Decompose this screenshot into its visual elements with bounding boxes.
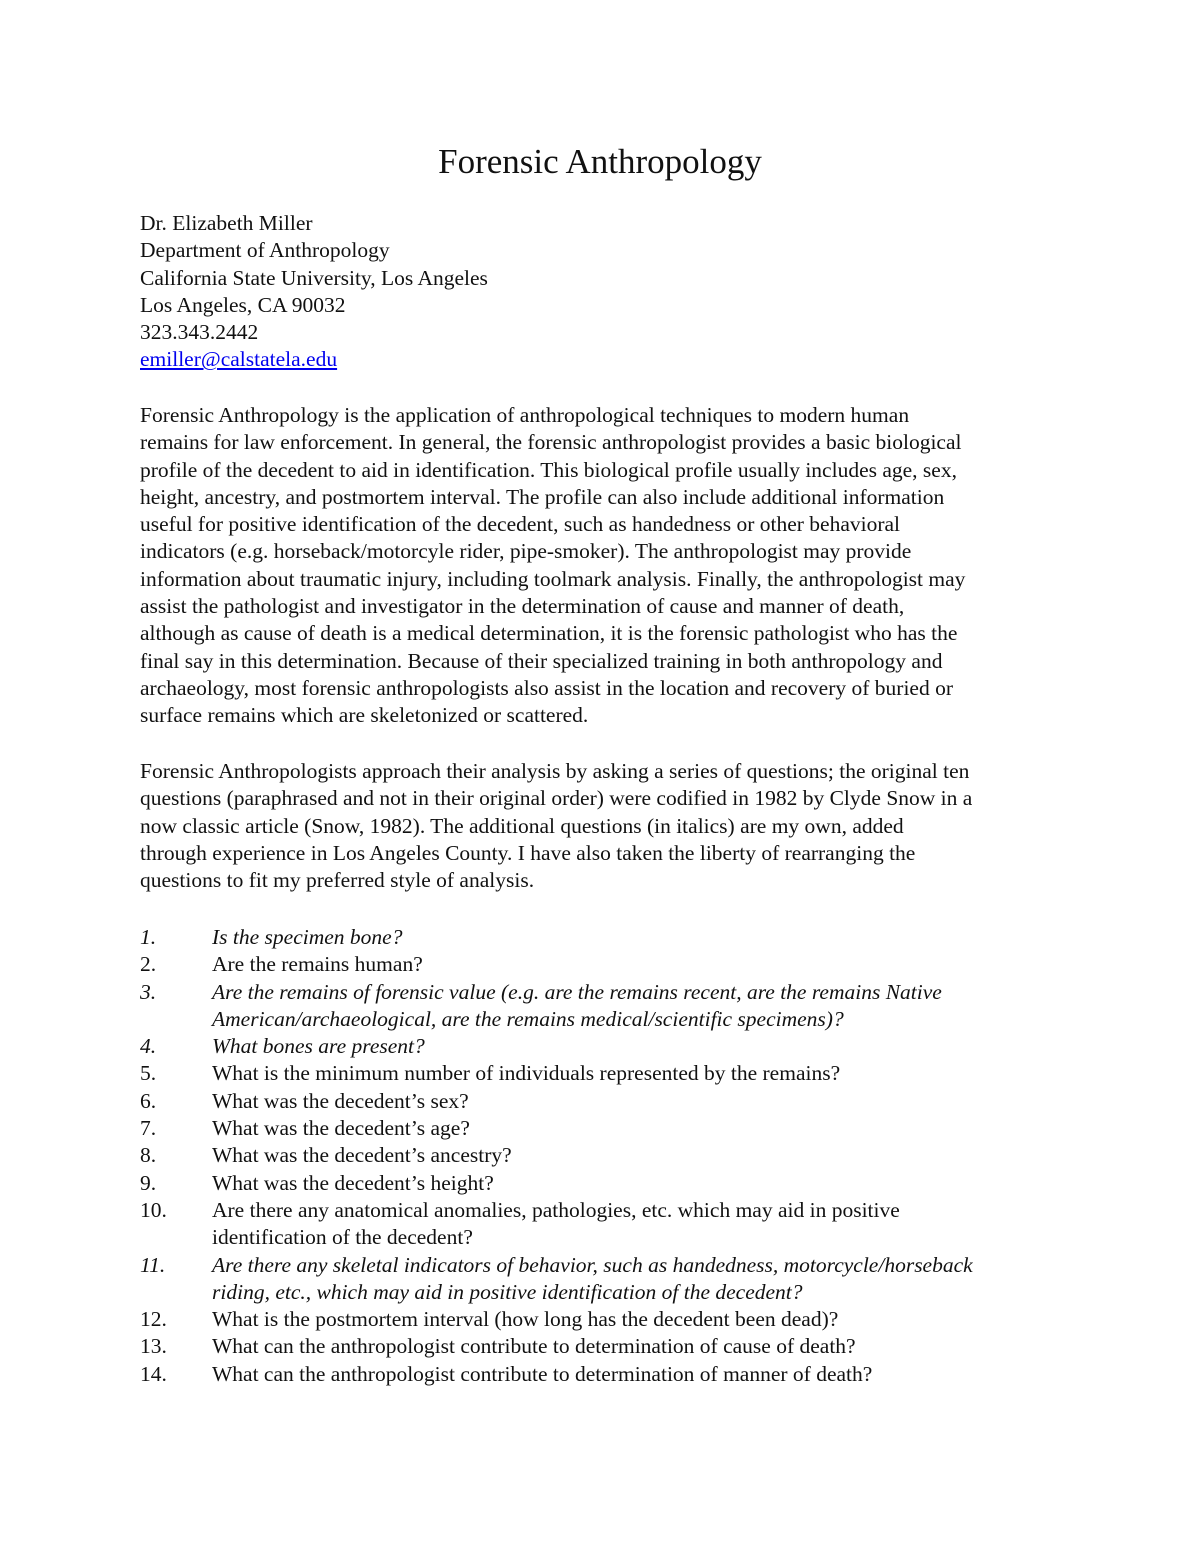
contact-block	[140, 210, 1070, 374]
question-text	[212, 924, 1100, 951]
question-text-line: What can the anthropologist contribute to determination of manner of death?	[212, 1361, 873, 1386]
paragraph2-line: questions (paraphrased and not in their original order) were codified in 1982 by Clyde Snow in a	[140, 786, 973, 811]
question-text	[212, 1142, 1100, 1169]
questions-intro-paragraph	[140, 758, 1070, 894]
paragraph1-line: archaeology, most forensic anthropologists also assist in the location and recovery of buried or	[140, 675, 954, 700]
paragraph1-line: Forensic Anthropology is the application of anthropological techniques to modern human	[140, 403, 910, 427]
author-phone: 323.343.2442	[140, 320, 259, 345]
question-item	[140, 1170, 1100, 1197]
question-item	[140, 1142, 1100, 1169]
question-number: 9.	[140, 1170, 157, 1195]
question-number: 12.	[140, 1307, 167, 1332]
paragraph1-line: height, ancestry, and postmortem interval. The profile can also include additional information	[140, 484, 945, 509]
question-text-line: What was the decedent’s age?	[212, 1116, 470, 1141]
author-university: California State University, Los Angeles	[140, 265, 488, 290]
question-item	[140, 1033, 1100, 1060]
question-number: 11.	[140, 1252, 166, 1277]
question-text-line: What was the decedent’s sex?	[212, 1088, 469, 1113]
document-title: Forensic Anthropology	[438, 142, 762, 181]
question-number: 5.	[140, 1061, 157, 1086]
question-text	[212, 1197, 1100, 1252]
question-text	[212, 1170, 1100, 1197]
paragraph1-line: information about traumatic injury, including toolmark analysis. Finally, the anthropologist may	[140, 566, 966, 591]
question-number: 6.	[140, 1088, 157, 1113]
author-email-link[interactable]: emiller@calstatela.edu	[140, 347, 338, 372]
paragraph1-line: indicators (e.g. horseback/motorcyle rider, pipe-smoker). The anthropologist may provide	[140, 539, 912, 564]
question-text	[212, 1361, 1100, 1388]
question-item	[140, 979, 1100, 1034]
question-text-line: Are there any anatomical anomalies, pathologies, etc. which may aid in positive	[212, 1197, 900, 1222]
question-number: 3.	[140, 979, 157, 1004]
question-number: 1.	[140, 925, 157, 949]
paragraph2-line: now classic article (Snow, 1982). The additional questions (in italics) are my own, added	[140, 813, 904, 838]
question-item	[140, 1306, 1100, 1333]
question-text	[212, 1088, 1100, 1115]
question-item	[140, 1197, 1100, 1252]
question-number: 7.	[140, 1116, 157, 1141]
paragraph1-line: profile of the decedent to aid in identification. This biological profile usually includes age, sex,	[140, 457, 957, 482]
question-text-line: What is the minimum number of individuals represented by the remains?	[212, 1061, 841, 1086]
question-text-line: What was the decedent’s ancestry?	[212, 1143, 512, 1168]
question-item	[140, 1060, 1100, 1087]
question-number: 4.	[140, 1034, 157, 1059]
question-item	[140, 1088, 1100, 1115]
question-text-line: Are the remains of forensic value (e.g. are the remains recent, are the remains Native	[212, 979, 942, 1004]
author-department: Department of Anthropology	[140, 238, 390, 263]
author-city: Los Angeles, CA 90032	[140, 292, 346, 317]
question-text-line: riding, etc., which may aid in positive identification of the decedent?	[212, 1279, 803, 1304]
question-number: 2.	[140, 952, 157, 977]
paragraph1-line: useful for positive identification of the decedent, such as handedness or other behavioral	[140, 512, 901, 537]
question-item	[140, 1252, 1100, 1307]
question-number: 10.	[140, 1197, 167, 1222]
question-text-line: Are the remains human?	[212, 952, 423, 977]
question-item	[140, 1115, 1100, 1142]
author-name: Dr. Elizabeth Miller	[140, 211, 313, 235]
question-number: 13.	[140, 1334, 167, 1359]
question-text	[212, 1033, 1100, 1060]
question-text	[212, 1252, 1100, 1307]
paragraph1-line: remains for law enforcement. In general, the forensic anthropologist provides a basic biological	[140, 430, 962, 455]
question-text-line: Are there any skeletal indicators of behavior, such as handedness, motorcycle/horseback	[212, 1252, 973, 1277]
paragraph1-line: surface remains which are skeletonized or scattered.	[140, 703, 589, 728]
question-text-line: What is the postmortem interval (how long has the decedent been dead)?	[212, 1307, 839, 1332]
question-text-line: What bones are present?	[212, 1034, 425, 1059]
question-text-line: identification of the decedent?	[212, 1225, 473, 1250]
question-text-line: What can the anthropologist contribute to determination of cause of death?	[212, 1334, 856, 1359]
question-text	[212, 979, 1100, 1034]
question-text	[212, 1115, 1100, 1142]
paragraph2-line: questions to fit my preferred style of analysis.	[140, 868, 535, 893]
question-text-line: Is the specimen bone?	[212, 925, 403, 949]
paragraph2-line: through experience in Los Angeles County. I have also taken the liberty of rearranging the	[140, 840, 916, 865]
paragraph1-line: final say in this determination. Because of their specialized training in both anthropology and	[140, 648, 943, 673]
paragraph1-line: although as cause of death is a medical determination, it is the forensic pathologist who has the	[140, 621, 958, 646]
question-item	[140, 951, 1100, 978]
question-item	[140, 1361, 1100, 1388]
question-item	[140, 924, 1100, 951]
question-list	[140, 924, 1100, 1388]
question-text-line: What was the decedent’s height?	[212, 1170, 494, 1195]
question-text	[212, 951, 1100, 978]
question-text	[212, 1060, 1100, 1087]
paragraph1-line: assist the pathologist and investigator in the determination of cause and manner of death,	[140, 594, 905, 619]
intro-paragraph	[140, 402, 1070, 730]
paragraph2-line: Forensic Anthropologists approach their analysis by asking a series of questions; the original ten	[140, 759, 970, 783]
question-number: 14.	[140, 1361, 167, 1386]
question-number: 8.	[140, 1143, 157, 1168]
question-text	[212, 1333, 1100, 1360]
question-text	[212, 1306, 1100, 1333]
question-item	[140, 1333, 1100, 1360]
question-text-line: American/archaeological, are the remains medical/scientific specimens)?	[212, 1006, 844, 1031]
